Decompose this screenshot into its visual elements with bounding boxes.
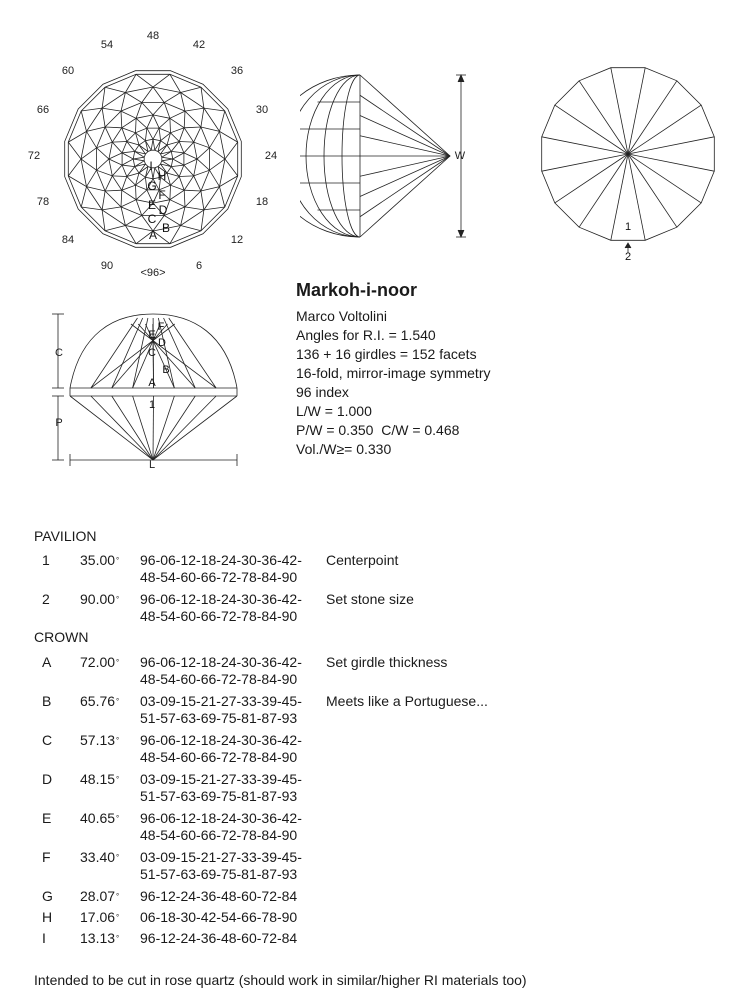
index-label-78: 78: [36, 196, 50, 208]
profile-crown-line: [112, 318, 143, 388]
profile-facet-C: C: [148, 347, 156, 359]
footer-note: Intended to be cut in rose quartz (should work in similar/higher RI materials too): [34, 972, 527, 988]
facet-id: C: [42, 732, 53, 748]
facet-label-D: D: [158, 203, 168, 217]
facet-id: G: [42, 888, 53, 904]
side-cone-line: [360, 136, 450, 156]
crown-height-label: C: [55, 347, 63, 359]
index-label-60: 60: [61, 65, 75, 77]
index-label-96: <96>: [140, 267, 166, 279]
index-sequence: 96-06-12-18-24-30-36-42-: [140, 732, 302, 748]
table-row: [0, 654, 736, 688]
facet-id: I: [42, 930, 46, 946]
facet-label-C: C: [147, 212, 157, 226]
width-label: W: [454, 150, 466, 162]
pavilion-heading: PAVILION: [34, 528, 97, 544]
profile-view: [40, 300, 260, 480]
pavilion-depth-label: P: [55, 417, 63, 429]
side-view: [300, 60, 490, 250]
index-sequence: 03-09-15-21-27-33-39-45-: [140, 849, 302, 865]
info-line-lw: L/W = 1.000: [296, 403, 372, 419]
index-sequence: 96-06-12-18-24-30-36-42-: [140, 591, 302, 607]
profile-crown-line: [133, 318, 148, 388]
info-line-volume: Vol./W≥= 0.330: [296, 441, 392, 457]
facet-id: 2: [42, 591, 50, 607]
profile-pavilion-line: [112, 396, 156, 460]
index-label-66: 66: [36, 104, 50, 116]
profile-facet-B: B: [162, 364, 170, 376]
info-line-index: 96 index: [296, 384, 349, 400]
profile-pavilion-line: [153, 396, 216, 460]
index-label-12: 12: [230, 234, 244, 246]
index-label-30: 30: [255, 104, 269, 116]
index-sequence: 96-06-12-18-24-30-36-42-: [140, 810, 302, 826]
index-sequence-cont: 48-54-60-66-72-78-84-90: [140, 608, 298, 624]
facet-label-I: I: [149, 159, 153, 173]
facet-angle: 57.13°: [80, 732, 120, 748]
side-cone-line: [360, 156, 450, 217]
profile-crown-line: [169, 318, 216, 388]
crown-heading: CROWN: [34, 629, 89, 645]
side-cone-line: [360, 116, 450, 157]
info-line-ri: Angles for R.I. = 1.540: [296, 327, 436, 343]
facet-id: H: [42, 909, 53, 925]
table-row: [0, 909, 736, 926]
index-label-24: 24: [264, 150, 278, 162]
index-sequence-cont: 48-54-60-66-72-78-84-90: [140, 749, 298, 765]
table-row: [0, 930, 736, 947]
pavilion-bottom-diagram: [535, 60, 725, 270]
design-title: Markoh-i-noor: [296, 280, 417, 300]
crown-top-diagram: [0, 20, 290, 290]
profile-facet-A: A: [148, 377, 156, 389]
table-row: [0, 693, 736, 727]
index-sequence: 96-12-24-36-48-60-72-84: [140, 930, 298, 946]
profile-diagram: [40, 300, 260, 480]
facet-label-B: B: [161, 221, 171, 235]
facet-angle: 40.65°: [80, 810, 120, 826]
facet-angle: 28.07°: [80, 888, 120, 904]
crown-spiral: [121, 161, 144, 244]
facet-note: Meets like a Portuguese...: [326, 693, 488, 709]
crown-spiral: [155, 127, 238, 150]
facet-label-A: A: [148, 228, 158, 242]
facet-angle: 65.76°: [80, 693, 120, 709]
crown-spiral: [162, 74, 185, 157]
profile-pavilion-line: [153, 396, 174, 460]
index-sequence: 96-06-12-18-24-30-36-42-: [140, 654, 302, 670]
profile-facet-1: 1: [148, 399, 156, 411]
index-sequence-cont: 51-57-63-69-75-81-87-93: [140, 710, 298, 726]
profile-facet-F: F: [157, 321, 165, 333]
info-line-facets: 136 + 16 girdles = 152 facets: [296, 346, 477, 362]
facet-label-F: F: [158, 188, 166, 202]
profile-pavilion-line: [91, 396, 156, 460]
profile-pavilion-line: [153, 396, 195, 460]
crown-top-view: [0, 20, 290, 290]
crown-ring: [144, 150, 162, 168]
index-label-72: 72: [27, 150, 41, 162]
pavilion-pointer-head: [625, 243, 631, 248]
side-cone-line: [360, 95, 450, 156]
profile-crown-line: [91, 318, 138, 388]
facet-label-G: G: [147, 179, 157, 193]
side-cone-line: [360, 156, 450, 197]
index-sequence-cont: 48-54-60-66-72-78-84-90: [140, 827, 298, 843]
width-arrow-head: [458, 75, 464, 82]
index-sequence: 96-12-24-36-48-60-72-84: [140, 888, 298, 904]
index-sequence-cont: 48-54-60-66-72-78-84-90: [140, 569, 298, 585]
side-cone-line: [360, 156, 450, 176]
index-sequence-cont: 51-57-63-69-75-81-87-93: [140, 788, 298, 804]
index-label-90: 90: [100, 260, 114, 272]
facet-angle: 33.40°: [80, 849, 120, 865]
index-sequence-cont: 51-57-63-69-75-81-87-93: [140, 866, 298, 882]
length-label: L: [148, 459, 156, 471]
facet-angle: 13.13°: [80, 930, 120, 946]
facet-id: A: [42, 654, 52, 670]
facet-id: F: [42, 849, 51, 865]
facet-note: Centerpoint: [326, 552, 399, 568]
profile-facet-E: E: [148, 329, 156, 341]
facet-id: 1: [42, 552, 50, 568]
pavilion-facet-1: 1: [624, 221, 632, 233]
index-label-48: 48: [146, 30, 160, 42]
profile-facet-D: D: [158, 337, 166, 349]
index-label-18: 18: [255, 196, 269, 208]
table-row: [0, 732, 736, 766]
table-row: [0, 591, 736, 625]
width-arrow-head: [458, 230, 464, 237]
facet-angle: 48.15°: [80, 771, 120, 787]
profile-crown-line: [164, 318, 196, 388]
facet-angle: 72.00°: [80, 654, 120, 670]
index-sequence: 03-09-15-21-27-33-39-45-: [140, 771, 302, 787]
facet-angle: 90.00°: [80, 591, 120, 607]
crown-spiral: [155, 168, 238, 191]
facet-id: B: [42, 693, 52, 709]
pavilion-bottom-view: [535, 60, 725, 270]
index-label-6: 6: [195, 260, 203, 272]
facet-note: Set girdle thickness: [326, 654, 448, 670]
info-line-pw-cw: P/W = 0.350 C/W = 0.468: [296, 422, 460, 438]
table-row: [0, 849, 736, 883]
index-label-84: 84: [61, 234, 75, 246]
facet-angle: 35.00°: [80, 552, 120, 568]
index-sequence: 96-06-12-18-24-30-36-42-: [140, 552, 302, 568]
table-row: [0, 552, 736, 586]
info-line-symmetry: 16-fold, mirror-image symmetry: [296, 365, 491, 381]
crown-spiral: [121, 74, 144, 157]
facet-id: D: [42, 771, 53, 787]
table-row: [0, 771, 736, 805]
crown-spiral: [68, 168, 151, 191]
table-row: [0, 888, 736, 905]
pavilion-facet-2: 2: [624, 251, 632, 263]
side-view-diagram: [300, 60, 490, 250]
index-sequence: 06-18-30-42-54-66-78-90: [140, 909, 298, 925]
facet-label-E: E: [147, 198, 157, 212]
index-label-54: 54: [100, 39, 114, 51]
facet-note: Set stone size: [326, 591, 414, 607]
design-info: [296, 280, 490, 459]
index-label-36: 36: [230, 65, 244, 77]
facet-label-H: H: [157, 169, 167, 183]
crown-spiral: [68, 127, 151, 150]
facet-angle: 17.06°: [80, 909, 120, 925]
table-row: [0, 810, 736, 844]
index-sequence: 03-09-15-21-27-33-39-45-: [140, 693, 302, 709]
design-author: Marco Voltolini: [296, 308, 388, 324]
facet-id: E: [42, 810, 52, 826]
index-sequence-cont: 48-54-60-66-72-78-84-90: [140, 671, 298, 687]
index-label-42: 42: [192, 39, 206, 51]
profile-crown-line: [131, 324, 216, 388]
